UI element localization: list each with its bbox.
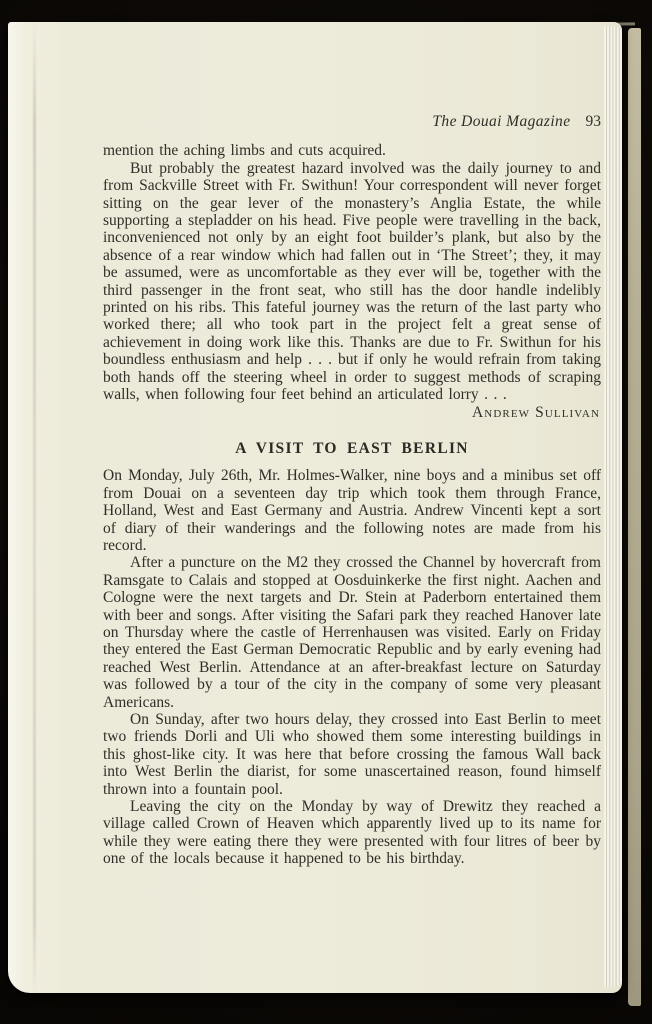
paragraph: Leaving the city on the Monday by way of Drewitz they reached a village called Crown of Heaven which apparently lived up to its name for while they were eating there they were presented with four litres of beer by one of the locals because it happened to be his birthday.: [103, 798, 601, 868]
paragraph: After a puncture on the M2 they crossed the Channel by hovercraft from Ramsgate to Calais and stopped at Oosduinkerke the first night. Aachen and Cologne were the next targets and Dr. Stein at Paderborn entertained them with beer and songs. After visiting the Safari park they reached Hanover late on Thursday where the castle of Herrenhausen was visited. Early on Friday they entered the East German Democratic Republic and by early evening had reached West Berlin. Attendance at an after-breakfast lecture on Saturday was followed by a tour of the city in the company of some very pleasant Americans.: [103, 554, 601, 711]
magazine-title: The Douai Magazine: [432, 113, 571, 130]
page-gutter-crease: [33, 22, 36, 993]
book-fore-edge: [628, 28, 641, 1006]
page-stack-edges: [604, 26, 622, 987]
running-header: [103, 113, 601, 130]
book-page: [8, 22, 622, 993]
paragraph: On Monday, July 26th, Mr. Holmes-Walker, nine boys and a minibus set off from Douai on a seventeen day trip which took them through France, Holland, West and East Germany and Austria. Andrew Vincenti kept a sort of diary of their wanderings and the following notes are made from his record.: [103, 467, 601, 554]
page-content: [103, 113, 601, 868]
paragraph: On Sunday, after two hours delay, they crossed into East Berlin to meet two friends Dorli and Uli who showed them some interesting buildings in this ghost-like city. It was here that before crossing the famous Wall back into West Berlin the diarist, for some unascertained reason, found himself thrown into a fountain pool.: [103, 711, 601, 798]
paragraph: But probably the greatest hazard involved was the daily journey to and from Sackville Street with Fr. Swithun! Your correspondent will never forget sitting on the gear lever of the monastery’s Anglia Estate, the while supporting a stepladder on his head. Five people were travelling in the back, inconvenienced not only by an eight foot builder’s plank, but also by the absence of a rear window which had fallen out in ‘The Street’; they, it may be assumed, were as uncomfortable as they ever will be, together with the third passenger in the front seat, who still has the door handle indelibly printed on his ribs. This fateful journey was the return of the last party who worked there; all who took part in the project felt a great sense of achievement in doing work like this. Thanks are due to Fr. Swithun for his boundless enthusiasm and help . . . but if only he would refrain from taking both hands off the steering wheel in order to suggest methods of scraping walls, when following four feet behind an articulated lorry . . .: [103, 159, 601, 404]
page-number: 93: [585, 113, 601, 130]
article-title: A VISIT TO EAST BERLIN: [235, 439, 469, 457]
paragraph: mention the aching limbs and cuts acquired.: [103, 142, 386, 160]
article-byline: Andrew Sullivan: [472, 403, 600, 421]
